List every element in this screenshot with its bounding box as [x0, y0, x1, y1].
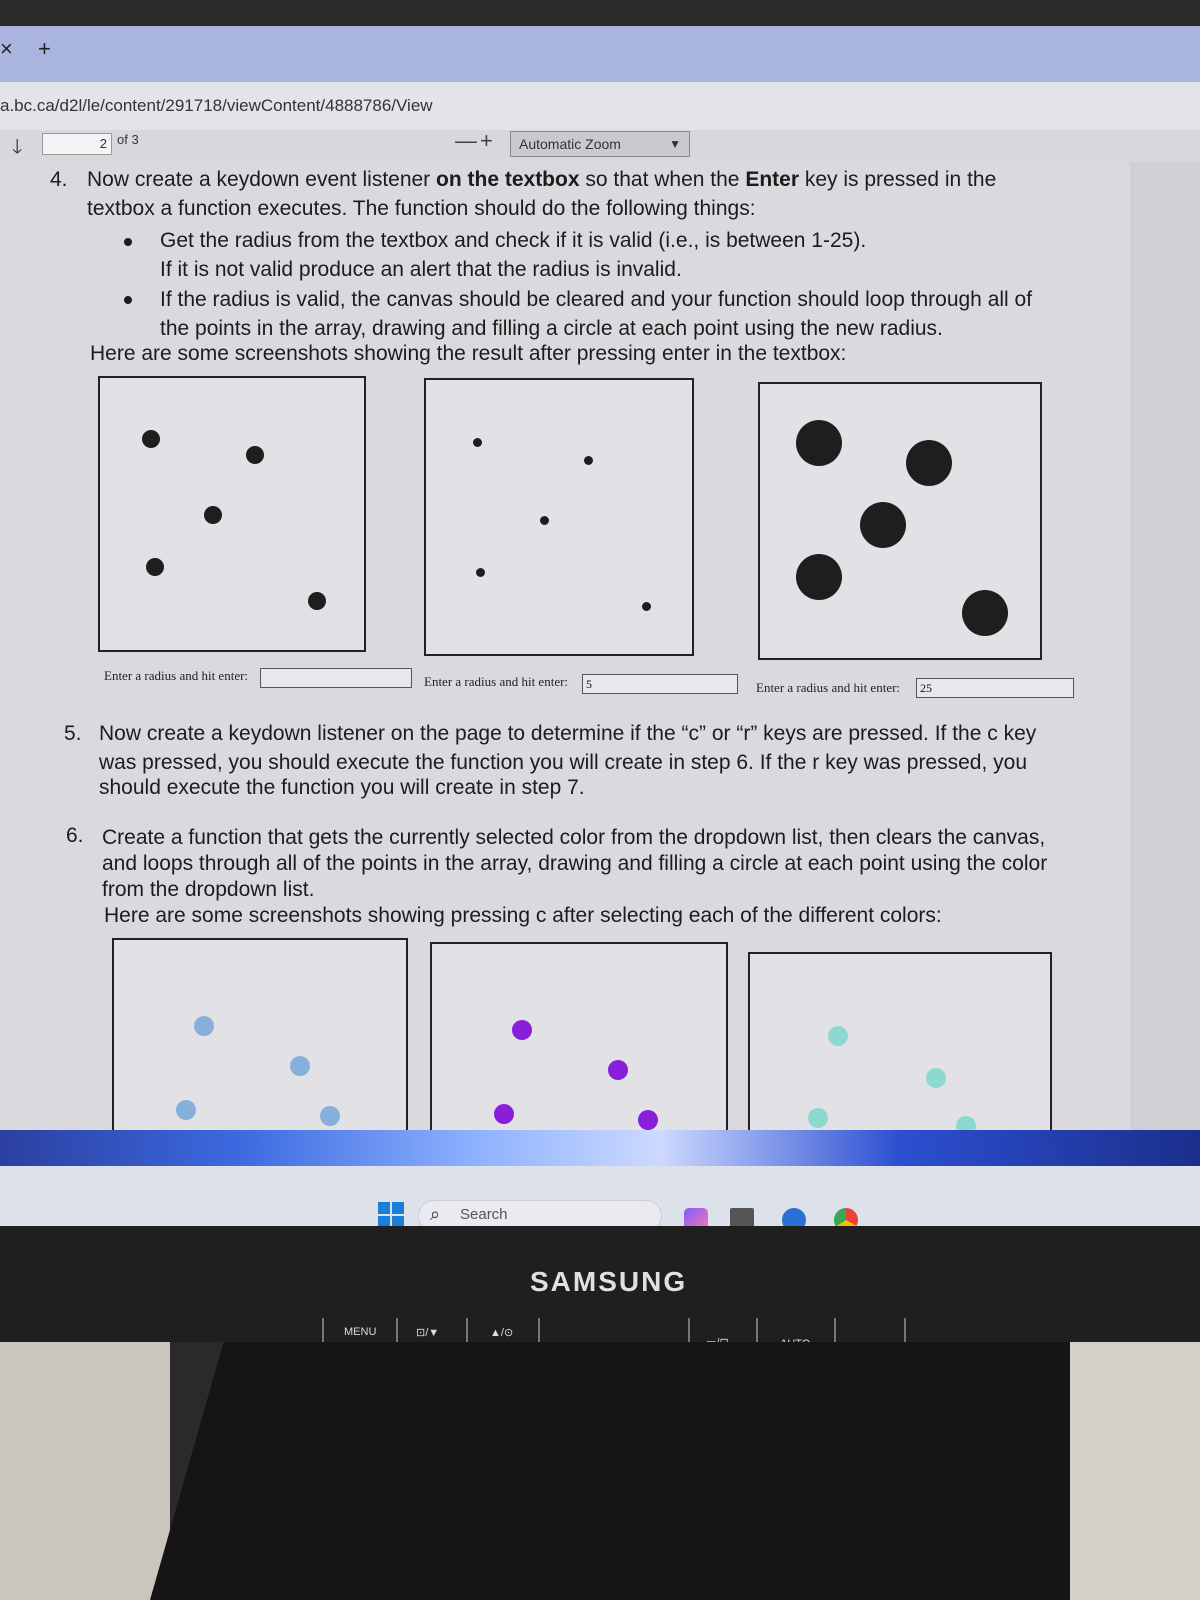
- step4-bold-enter: Enter: [745, 168, 799, 191]
- bullet-icon: [124, 296, 132, 304]
- step4-bullet1-line1: Get the radius from the textbox and check if it is valid (i.e., is between 1-25).: [160, 229, 867, 252]
- step4-line2: textbox a function executes. The function should do the following things:: [87, 197, 756, 220]
- step4-bullet2-line2: the points in the array, drawing and filling a circle at each point using the new radius.: [160, 317, 943, 340]
- bullet-icon: [124, 238, 132, 246]
- circle-point: [642, 602, 651, 611]
- circle-point: [828, 1026, 848, 1046]
- circle-point: [308, 592, 326, 610]
- step4-line1: [87, 168, 996, 192]
- circle-point: [906, 440, 952, 486]
- step5-number: 5.: [64, 722, 82, 745]
- download-arrow-icon[interactable]: 🡓: [12, 136, 23, 158]
- radius-input[interactable]: [260, 668, 412, 688]
- chevron-down-icon: ▼: [669, 137, 681, 151]
- radius-label: Enter a radius and hit enter:: [424, 674, 569, 689]
- radius-input[interactable]: 5: [582, 674, 738, 694]
- step6-number: 6.: [66, 824, 84, 847]
- circle-point: [584, 456, 593, 465]
- step5-line3: should execute the function you will create in step 7.: [99, 776, 585, 799]
- step4-text: Now create a keydown event listener: [87, 168, 437, 191]
- circle-point: [962, 590, 1008, 636]
- zoom-select[interactable]: [510, 131, 690, 157]
- search-placeholder: Search: [460, 1206, 508, 1223]
- brand-logo: SAMSUNG: [530, 1266, 688, 1297]
- circle-point: [926, 1068, 946, 1088]
- close-tab-icon[interactable]: ×: [0, 36, 13, 61]
- circle-point: [808, 1108, 828, 1128]
- zoom-select-value: Automatic Zoom: [519, 136, 621, 152]
- example-canvas-radius-25: [758, 382, 1042, 660]
- source-button[interactable]: ⊡/▼: [416, 1327, 440, 1339]
- step5-line2: was pressed, you should execute the function you will create in step 6. If the r key was pressed, you: [99, 751, 1027, 774]
- monitor-bezel-top: [0, 0, 1200, 26]
- circle-point: [494, 1104, 514, 1124]
- circle-point: [142, 430, 160, 448]
- step4-bullet1-line2: If it is not valid produce an alert that the radius is invalid.: [160, 258, 682, 281]
- pdf-page-margin: [1130, 162, 1200, 1130]
- step4-number: 4.: [50, 168, 68, 191]
- search-icon: ⌕: [430, 1204, 441, 1224]
- zoom-in-button[interactable]: +: [480, 128, 493, 153]
- page-total-label: of 3: [117, 132, 139, 147]
- page-number-input[interactable]: 2: [42, 133, 112, 155]
- step6-line1: Create a function that gets the currently selected color from the dropdown list, then clears the canvas,: [102, 826, 1046, 849]
- step6-line3: from the dropdown list.: [102, 878, 315, 901]
- step5-line1: Now create a keydown listener on the page to determine if the “c” or “r” keys are pressed. If the c key: [99, 722, 1037, 745]
- step4-text: so that when the: [579, 168, 746, 191]
- desk-surface: [1070, 1342, 1200, 1600]
- desk-surface: [0, 1342, 170, 1600]
- step4-bullet2-line1: If the radius is valid, the canvas should be cleared and your function should loop through all of: [160, 288, 1033, 311]
- circle-point: [540, 516, 549, 525]
- circle-point: [246, 446, 264, 464]
- example-canvas-blue: [112, 938, 408, 1134]
- circle-point: [796, 554, 842, 600]
- circle-point: [320, 1106, 340, 1126]
- circle-point: [146, 558, 164, 576]
- circle-point: [638, 1110, 658, 1130]
- circle-point: [476, 568, 485, 577]
- step4-caption: Here are some screenshots showing the result after pressing enter in the textbox:: [90, 342, 847, 365]
- url-text[interactable]: a.bc.ca/d2l/le/content/291718/viewContent/4888786/View: [0, 96, 433, 115]
- example-canvas-teal: [748, 952, 1052, 1134]
- example-canvas-radius-5: [424, 378, 694, 656]
- monitor-stand: [150, 1342, 1070, 1600]
- example-canvas-purple: [430, 942, 728, 1134]
- zoom-out-button[interactable]: —: [455, 128, 477, 153]
- circle-point: [473, 438, 482, 447]
- circle-point: [204, 506, 222, 524]
- windows-start-icon[interactable]: [378, 1202, 404, 1228]
- step4-bold-textbox: on the textbox: [436, 168, 580, 191]
- step6-caption: Here are some screenshots showing pressing c after selecting each of the different colors:: [104, 904, 942, 927]
- radius-label: Enter a radius and hit enter:: [104, 668, 249, 683]
- browser-tab-bar: [0, 26, 1200, 82]
- radius-input[interactable]: 25: [916, 678, 1074, 698]
- circle-point: [860, 502, 906, 548]
- circle-point: [290, 1056, 310, 1076]
- circle-point: [512, 1020, 532, 1040]
- circle-point: [194, 1016, 214, 1036]
- circle-point: [608, 1060, 628, 1080]
- radius-label: Enter a radius and hit enter:: [756, 680, 901, 695]
- new-tab-button[interactable]: +: [38, 36, 51, 61]
- menu-button[interactable]: MENU: [344, 1326, 377, 1338]
- example-canvas-empty-radius: [98, 376, 366, 652]
- step6-line2: and loops through all of the points in the array, drawing and filling a circle at each point using the color: [102, 852, 1048, 875]
- circle-point: [176, 1100, 196, 1120]
- brightness-button[interactable]: ▲/⊙: [490, 1327, 514, 1339]
- step4-text: key is pressed in the: [799, 168, 997, 191]
- circle-point: [796, 420, 842, 466]
